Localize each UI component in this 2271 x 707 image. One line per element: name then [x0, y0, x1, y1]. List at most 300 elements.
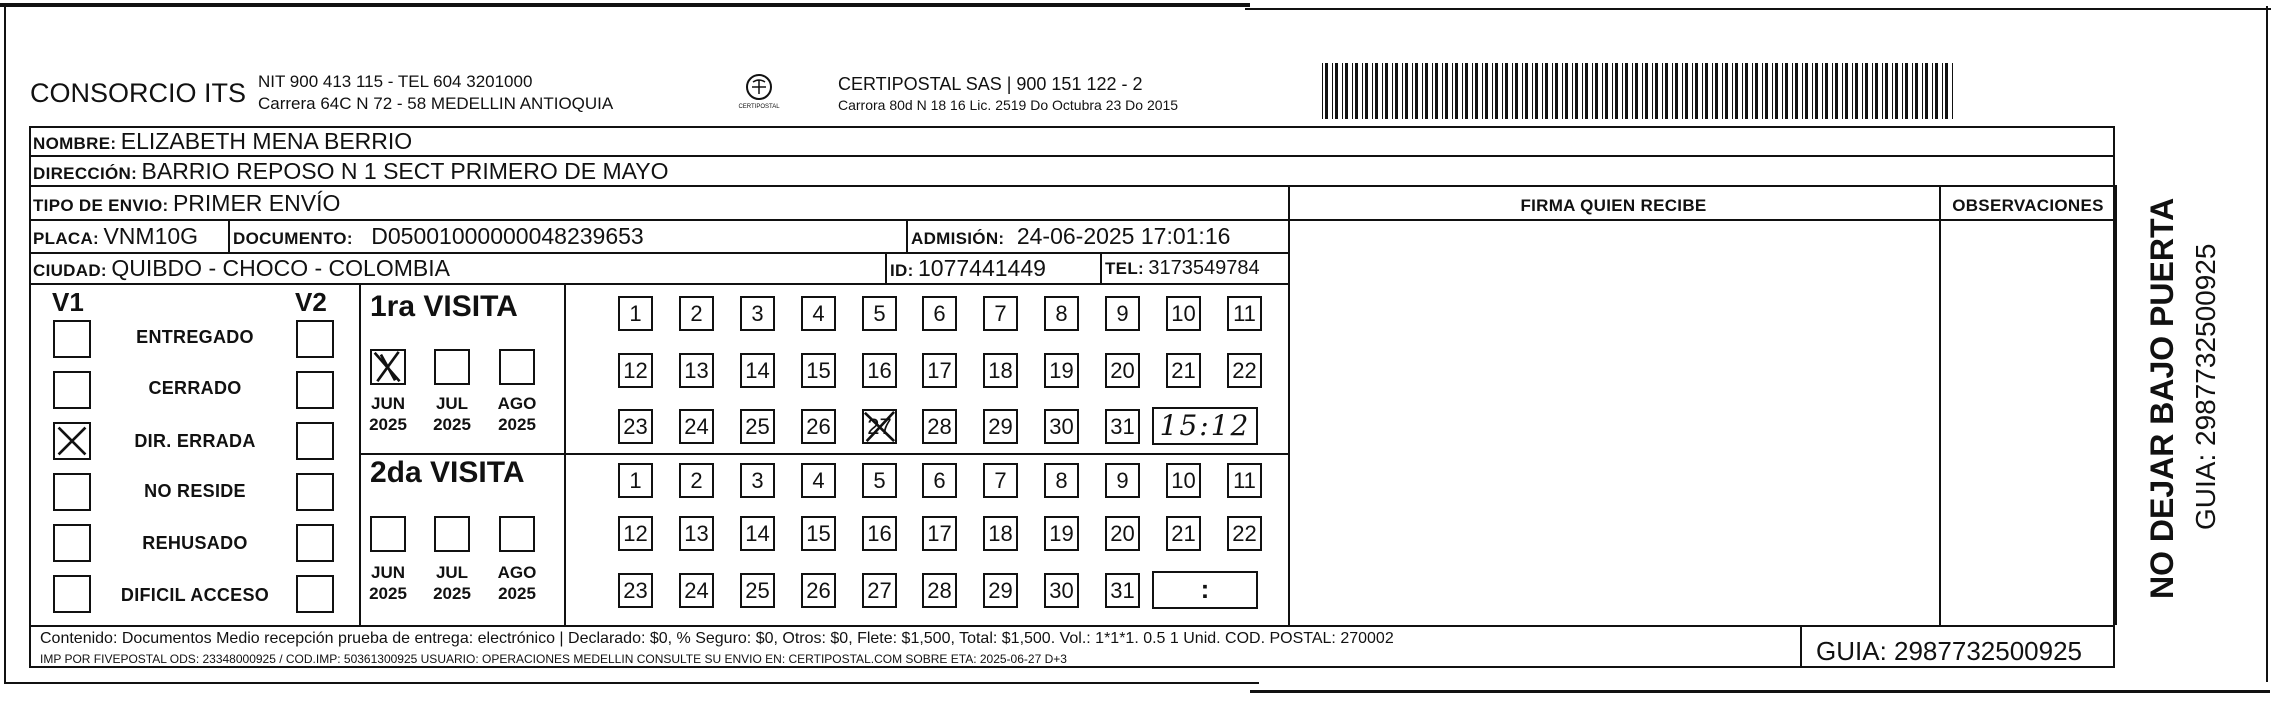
barcode-bar [1335, 63, 1338, 119]
x-mark-icon [864, 411, 895, 442]
barcode-bar [1412, 63, 1413, 119]
barcode-bar [1852, 63, 1853, 119]
nombre-row [33, 128, 412, 155]
barcode-bar [1952, 63, 1953, 119]
documento-label: DOCUMENTO: [233, 229, 353, 248]
visit1-month-jul [422, 393, 482, 435]
v2-cerrado-checkbox[interactable] [296, 371, 334, 409]
placa-value: VNM10G [103, 223, 199, 249]
x-mark-icon [372, 351, 404, 383]
visit2-month-ago-checkbox[interactable] [499, 516, 535, 552]
barcode-bar [1482, 63, 1483, 119]
visit2-day-13[interactable]: 13 [679, 516, 714, 551]
visit1-month-jun [358, 393, 418, 435]
placa-label: PLACA: [33, 229, 100, 248]
top-border-line-right [1245, 8, 2271, 10]
barcode-bar [1595, 63, 1598, 119]
visit2-day-17[interactable]: 17 [922, 516, 957, 551]
visit2-day-29[interactable]: 29 [983, 573, 1018, 608]
barcode-bar [1472, 63, 1473, 119]
visit2-month-jul-checkbox[interactable] [434, 516, 470, 552]
month-year: 2025 [433, 415, 471, 434]
visit2-day-21[interactable]: 21 [1166, 516, 1201, 551]
barcode-bar [1402, 63, 1403, 119]
v2-rehusado-checkbox[interactable] [296, 524, 334, 562]
tel-field [1105, 257, 1260, 280]
visit1-day-20[interactable]: 20 [1105, 353, 1140, 388]
barcode-bar [1715, 63, 1718, 119]
barcode-bar [1892, 63, 1893, 119]
barcode-bar [1475, 63, 1478, 119]
barcode-bar [1802, 63, 1803, 119]
barcode-bar [1645, 63, 1648, 119]
barcode-bar [1655, 63, 1658, 119]
visit1-month-jun-checkbox[interactable] [370, 349, 406, 385]
month-year: 2025 [369, 415, 407, 434]
observaciones-header: OBSERVACIONES [1952, 196, 2104, 215]
courier-info-2: Carrora 80d N 18 16 Lic. 2519 Do Octubra 23 Do 2015 [838, 97, 1179, 113]
barcode-bar [1705, 63, 1708, 119]
barcode-bar [1392, 63, 1393, 119]
barcode-bar [1372, 63, 1373, 119]
visit1-title: 1ra VISITA [370, 290, 518, 323]
footer-guia: GUIA: 2987732500925 [1816, 636, 2082, 666]
barcode-bar [1585, 63, 1588, 119]
barcode-bar [1732, 63, 1733, 119]
row-line [29, 283, 1288, 285]
visit2-day-23[interactable]: 23 [618, 573, 653, 608]
barcode-bar [1405, 63, 1408, 119]
barcode-bar [1942, 63, 1943, 119]
visit2-day-24[interactable]: 24 [679, 573, 714, 608]
barcode-bar [1922, 63, 1923, 119]
nombre-label: NOMBRE: [33, 134, 117, 153]
visit1-day-10[interactable]: 10 [1166, 296, 1201, 331]
col-line [228, 219, 230, 252]
barcode-bar [1735, 63, 1738, 119]
col-line [1800, 625, 1802, 668]
side-guia: GUIA: 2987732500925 [2190, 243, 2221, 530]
row-line [359, 453, 1288, 455]
barcode-bar [1572, 63, 1573, 119]
row-line [1288, 219, 2115, 221]
barcode-bar [1665, 63, 1668, 119]
tel-label: TEL: [1105, 259, 1144, 278]
barcode-bar [1772, 63, 1773, 119]
barcode-bar [1815, 63, 1818, 119]
barcode-bar [1322, 63, 1323, 119]
v2-dir-errada-checkbox[interactable] [296, 422, 334, 460]
month-name: JUN [370, 563, 405, 582]
visit2-month-jul [422, 562, 482, 604]
certipostal-logo [734, 70, 784, 116]
barcode-bar [1382, 63, 1383, 119]
nombre-value: ELIZABETH MENA BERRIO [120, 128, 413, 154]
v2-dificil-acceso-checkbox[interactable] [296, 575, 334, 613]
barcode-bar [1745, 63, 1748, 119]
barcode-bar [1465, 63, 1468, 119]
barcode-bar [1552, 63, 1553, 119]
visit1-day-17[interactable]: 17 [922, 353, 957, 388]
visit1-day-29[interactable]: 29 [983, 409, 1018, 444]
barcode-bar [1342, 63, 1343, 119]
visit2-day-10[interactable]: 10 [1166, 463, 1201, 498]
visit1-day-6[interactable]: 6 [922, 296, 957, 331]
barcode-bar [1522, 63, 1523, 119]
barcode-bar [1525, 63, 1528, 119]
tel-value: 3173549784 [1148, 257, 1260, 279]
v1-rehusado-checkbox[interactable] [53, 524, 91, 562]
barcode-bar [1575, 63, 1578, 119]
barcode-bar [1452, 63, 1453, 119]
barcode-bar [1652, 63, 1653, 119]
visit1-day-11[interactable]: 11 [1227, 296, 1262, 331]
barcode-bar [1792, 63, 1793, 119]
barcode-bar [1635, 63, 1638, 119]
barcode-bar [1515, 63, 1518, 119]
col-line [1939, 185, 1941, 625]
v1-cerrado-checkbox[interactable] [53, 371, 91, 409]
barcode-bar [1535, 63, 1538, 119]
barcode-bar [1605, 63, 1608, 119]
status-cerrado: CERRADO [148, 378, 242, 398]
x-mark-icon [55, 424, 89, 458]
admision-value: 24-06-2025 17:01:16 [1016, 223, 1231, 249]
v1-entregado-checkbox[interactable] [53, 320, 91, 358]
visit1-day-30[interactable]: 30 [1044, 409, 1079, 444]
v1-label: V1 [52, 287, 84, 317]
visit1-day-31[interactable]: 31 [1105, 409, 1140, 444]
barcode-bar [1752, 63, 1753, 119]
barcode-bar [1865, 63, 1868, 119]
side-warning: NO DEJAR BAJO PUERTA [2144, 197, 2180, 599]
visit2-day-6[interactable]: 6 [922, 463, 957, 498]
barcode-bar [1375, 63, 1378, 119]
firma-header: FIRMA QUIEN RECIBE [1520, 196, 1707, 215]
visit1-day-18[interactable]: 18 [983, 353, 1018, 388]
barcode-bar [1842, 63, 1843, 119]
barcode-bar [1512, 63, 1513, 119]
month-name: JUL [435, 394, 469, 413]
col-line [564, 283, 566, 625]
barcode-bar [1435, 63, 1438, 119]
barcode-bar [1762, 63, 1763, 119]
barcode-bar [1832, 63, 1833, 119]
visit1-day-22[interactable]: 22 [1227, 353, 1262, 388]
visit1-day-13[interactable]: 13 [679, 353, 714, 388]
visit1-day-14[interactable]: 14 [740, 353, 775, 388]
barcode-bar [1445, 63, 1448, 119]
visit1-month-jul-checkbox[interactable] [434, 349, 470, 385]
visit1-day-27[interactable]: 27 [862, 409, 897, 444]
tipo-label: TIPO DE ENVIO: [33, 196, 169, 215]
month-name: JUL [435, 563, 469, 582]
barcode-bar [1422, 63, 1423, 119]
barcode-bar [1485, 63, 1488, 119]
row-line [29, 155, 2115, 157]
barcode-bar [1742, 63, 1743, 119]
status-dificil-acceso: DIFICIL ACCESO [120, 585, 270, 605]
v1-dificil-acceso-checkbox[interactable] [53, 575, 91, 613]
barcode-bar [1895, 63, 1898, 119]
barcode-bar [1905, 63, 1908, 119]
barcode-bar [1702, 63, 1703, 119]
barcode-bar [1765, 63, 1768, 119]
barcode-bar [1425, 63, 1428, 119]
barcode-bar [1845, 63, 1848, 119]
col-line [906, 219, 908, 252]
month-name: AGO [497, 563, 537, 582]
visit1-day-3[interactable]: 3 [740, 296, 775, 331]
visit1-day-1[interactable]: 1 [618, 296, 653, 331]
tipo-value: PRIMER ENVÍO [172, 190, 341, 216]
visit1-day-12[interactable]: 12 [618, 353, 653, 388]
visit2-month-ago [487, 562, 547, 604]
admision-field [911, 223, 1230, 250]
month-year: 2025 [433, 584, 471, 603]
ciudad-label: CIUDAD: [33, 261, 107, 280]
barcode-bar [1442, 63, 1443, 119]
barcode-bar [1722, 63, 1723, 119]
admision-label: ADMISIÓN: [911, 229, 1005, 248]
visit1-day-5[interactable]: 5 [862, 296, 897, 331]
barcode-bar [1932, 63, 1933, 119]
barcode-bar [1532, 63, 1533, 119]
documento-field [233, 223, 644, 250]
v1-dir-errada-checkbox[interactable] [53, 422, 91, 460]
visit1-day-28[interactable]: 28 [922, 409, 957, 444]
visit2-day-27[interactable]: 27 [862, 573, 897, 608]
row-line [29, 625, 2115, 627]
barcode-bar [1332, 63, 1333, 119]
visit2-day-11[interactable]: 11 [1227, 463, 1262, 498]
barcode-bar [1415, 63, 1418, 119]
bottom-border-line [4, 682, 1259, 684]
barcode-bar [1362, 63, 1363, 119]
barcode-bar [1622, 63, 1623, 119]
visit1-day-9[interactable]: 9 [1105, 296, 1140, 331]
id-field [890, 255, 1046, 282]
visit1-time-box[interactable] [1152, 407, 1258, 445]
barcode-bar [1345, 63, 1348, 119]
barcode-bar [1675, 63, 1678, 119]
barcode-bar [1692, 63, 1693, 119]
v2-label: V2 [295, 287, 327, 317]
footer-contents: Contenido: Documentos Medio recepción prueba de entrega: electrónico | Declarado: $0, % Seguro: $0, Otros: $0, Flete: $1,500, Total: $1,500. Vol.: 1*1*1. 0.5 1 Unid. COD. POSTAL: 270002 [40, 630, 1394, 647]
col-line [1288, 185, 1290, 625]
visit1-time-value: 15:12 [1159, 409, 1251, 442]
id-label: ID: [890, 261, 914, 280]
visit2-day-19[interactable]: 19 [1044, 516, 1079, 551]
barcode-bar [1602, 63, 1603, 119]
barcode-bar [1822, 63, 1823, 119]
barcode-bar [1565, 63, 1568, 119]
barcode-bar [1925, 63, 1928, 119]
month-name: AGO [497, 394, 537, 413]
placa-field [33, 223, 198, 250]
barcode-bar [1325, 63, 1328, 119]
barcode [1322, 63, 1958, 119]
col-line [2115, 185, 2117, 625]
visit2-day-14[interactable]: 14 [740, 516, 775, 551]
barcode-bar [1355, 63, 1358, 119]
barcode-bar [1662, 63, 1663, 119]
visit2-day-18[interactable]: 18 [983, 516, 1018, 551]
visit2-day-3[interactable]: 3 [740, 463, 775, 498]
visit1-day-19[interactable]: 19 [1044, 353, 1079, 388]
status-entregado: ENTREGADO [136, 327, 254, 347]
barcode-bar [1385, 63, 1388, 119]
direccion-label: DIRECCIÓN: [33, 164, 138, 183]
barcode-bar [1642, 63, 1643, 119]
barcode-bar [1562, 63, 1563, 119]
id-value: 1077441449 [918, 255, 1046, 281]
barcode-bar [1502, 63, 1503, 119]
visit1-day-26[interactable]: 26 [801, 409, 836, 444]
barcode-bar [1935, 63, 1938, 119]
visit2-day-12[interactable]: 12 [618, 516, 653, 551]
barcode-bar [1545, 63, 1548, 119]
row-line [29, 219, 1288, 221]
barcode-bar [1685, 63, 1688, 119]
logo-text: CERTIPOSTAL [738, 104, 780, 110]
visit1-month-ago-checkbox[interactable] [499, 349, 535, 385]
visit1-day-21[interactable]: 21 [1166, 353, 1201, 388]
month-year: 2025 [498, 415, 536, 434]
barcode-bar [1582, 63, 1583, 119]
barcode-bar [1782, 63, 1783, 119]
barcode-bar [1755, 63, 1758, 119]
visit2-day-8[interactable]: 8 [1044, 463, 1079, 498]
barcode-bar [1862, 63, 1863, 119]
barcode-bar [1632, 63, 1633, 119]
visit2-day-25[interactable]: 25 [740, 573, 775, 608]
visit1-day-24[interactable]: 24 [679, 409, 714, 444]
v2-no-reside-checkbox[interactable] [296, 473, 334, 511]
barcode-bar [1912, 63, 1913, 119]
barcode-bar [1725, 63, 1728, 119]
visit1-day-7[interactable]: 7 [983, 296, 1018, 331]
visit1-day-8[interactable]: 8 [1044, 296, 1079, 331]
barcode-bar [1812, 63, 1813, 119]
visit2-day-26[interactable]: 26 [801, 573, 836, 608]
barcode-bar [1672, 63, 1673, 119]
visit2-day-15[interactable]: 15 [801, 516, 836, 551]
visit1-month-ago [487, 393, 547, 435]
barcode-bar [1625, 63, 1628, 119]
barcode-bar [1612, 63, 1613, 119]
barcode-bar [1542, 63, 1543, 119]
barcode-bar [1945, 63, 1948, 119]
visit1-day-23[interactable]: 23 [618, 409, 653, 444]
barcode-bar [1902, 63, 1903, 119]
visit1-day-15[interactable]: 15 [801, 353, 836, 388]
status-rehusado: REHUSADO [142, 533, 248, 553]
col-line [1100, 252, 1102, 283]
status-no-reside: NO RESIDE [144, 481, 246, 501]
right-border-line [2266, 6, 2268, 682]
visit2-time-box[interactable] [1152, 571, 1258, 609]
visit2-day-9[interactable]: 9 [1105, 463, 1140, 498]
visit2-day-20[interactable]: 20 [1105, 516, 1140, 551]
company-info-1: NIT 900 413 115 - TEL 604 3201000 [258, 72, 533, 91]
barcode-bar [1495, 63, 1498, 119]
visit2-day-5[interactable]: 5 [862, 463, 897, 498]
ciudad-value: QUIBDO - CHOCO - COLOMBIA [111, 255, 450, 281]
visit2-day-31[interactable]: 31 [1105, 573, 1140, 608]
barcode-bar [1785, 63, 1788, 119]
visit2-day-7[interactable]: 7 [983, 463, 1018, 498]
top-border-line [0, 3, 1250, 7]
barcode-bar [1492, 63, 1493, 119]
visit2-day-30[interactable]: 30 [1044, 573, 1079, 608]
direccion-value: BARRIO REPOSO N 1 SECT PRIMERO DE MAYO [141, 158, 669, 184]
visit2-day-22[interactable]: 22 [1227, 516, 1262, 551]
visit2-month-jun-checkbox[interactable] [370, 516, 406, 552]
visit1-day-25[interactable]: 25 [740, 409, 775, 444]
visit2-day-16[interactable]: 16 [862, 516, 897, 551]
barcode-bar [1805, 63, 1808, 119]
v1-no-reside-checkbox[interactable] [53, 473, 91, 511]
barcode-bar [1885, 63, 1888, 119]
bottom-border-line-right [1250, 690, 2270, 693]
status-dir-errada: DIR. ERRADA [134, 431, 256, 451]
barcode-bar [1682, 63, 1683, 119]
visit1-day-4[interactable]: 4 [801, 296, 836, 331]
barcode-bar [1432, 63, 1433, 119]
month-name: JUN [370, 394, 405, 413]
company-name: CONSORCIO ITS [30, 78, 247, 108]
barcode-bar [1352, 63, 1353, 119]
barcode-bar [1695, 63, 1698, 119]
tipo-row [33, 190, 340, 217]
month-year: 2025 [498, 584, 536, 603]
visit2-day-1[interactable]: 1 [618, 463, 653, 498]
visit1-day-2[interactable]: 2 [679, 296, 714, 331]
direccion-row [33, 158, 668, 185]
left-border-line [4, 6, 6, 682]
barcode-bar [1872, 63, 1873, 119]
visit2-title: 2da VISITA [370, 456, 525, 489]
barcode-bar [1365, 63, 1368, 119]
ciudad-field [33, 255, 450, 282]
visit2-day-28[interactable]: 28 [922, 573, 957, 608]
footer-print-info: IMP POR FIVEPOSTAL ODS: 23348000925 / COD.IMP: 50361300925 USUARIO: OPERACIONES MEDELLIN CONSULTE SU ENVIO EN: CERTIPOSTAL.COM SOBRE ETA: 2025-06-27 D+3 [40, 652, 1067, 666]
visit2-month-jun [358, 562, 418, 604]
barcode-bar [1395, 63, 1398, 119]
row-line [29, 185, 2115, 187]
barcode-bar [1875, 63, 1878, 119]
barcode-bar [1592, 63, 1593, 119]
visit2-day-4[interactable]: 4 [801, 463, 836, 498]
barcode-bar [1915, 63, 1918, 119]
barcode-bar [1835, 63, 1838, 119]
barcode-bar [1455, 63, 1458, 119]
company-info-2: Carrera 64C N 72 - 58 MEDELLIN ANTIOQUIA [258, 94, 614, 113]
barcode-bar [1555, 63, 1558, 119]
visit1-day-16[interactable]: 16 [862, 353, 897, 388]
barcode-bar [1775, 63, 1778, 119]
visit2-day-2[interactable]: 2 [679, 463, 714, 498]
documento-value: D05001000000048239653 [371, 223, 644, 249]
barcode-bar [1795, 63, 1798, 119]
barcode-bar [1712, 63, 1713, 119]
courier-info-1: CERTIPOSTAL SAS | 900 151 122 - 2 [838, 74, 1143, 94]
barcode-bar [1855, 63, 1858, 119]
barcode-bar [1825, 63, 1828, 119]
v2-entregado-checkbox[interactable] [296, 320, 334, 358]
visit2-time-value: : [1200, 574, 1210, 604]
